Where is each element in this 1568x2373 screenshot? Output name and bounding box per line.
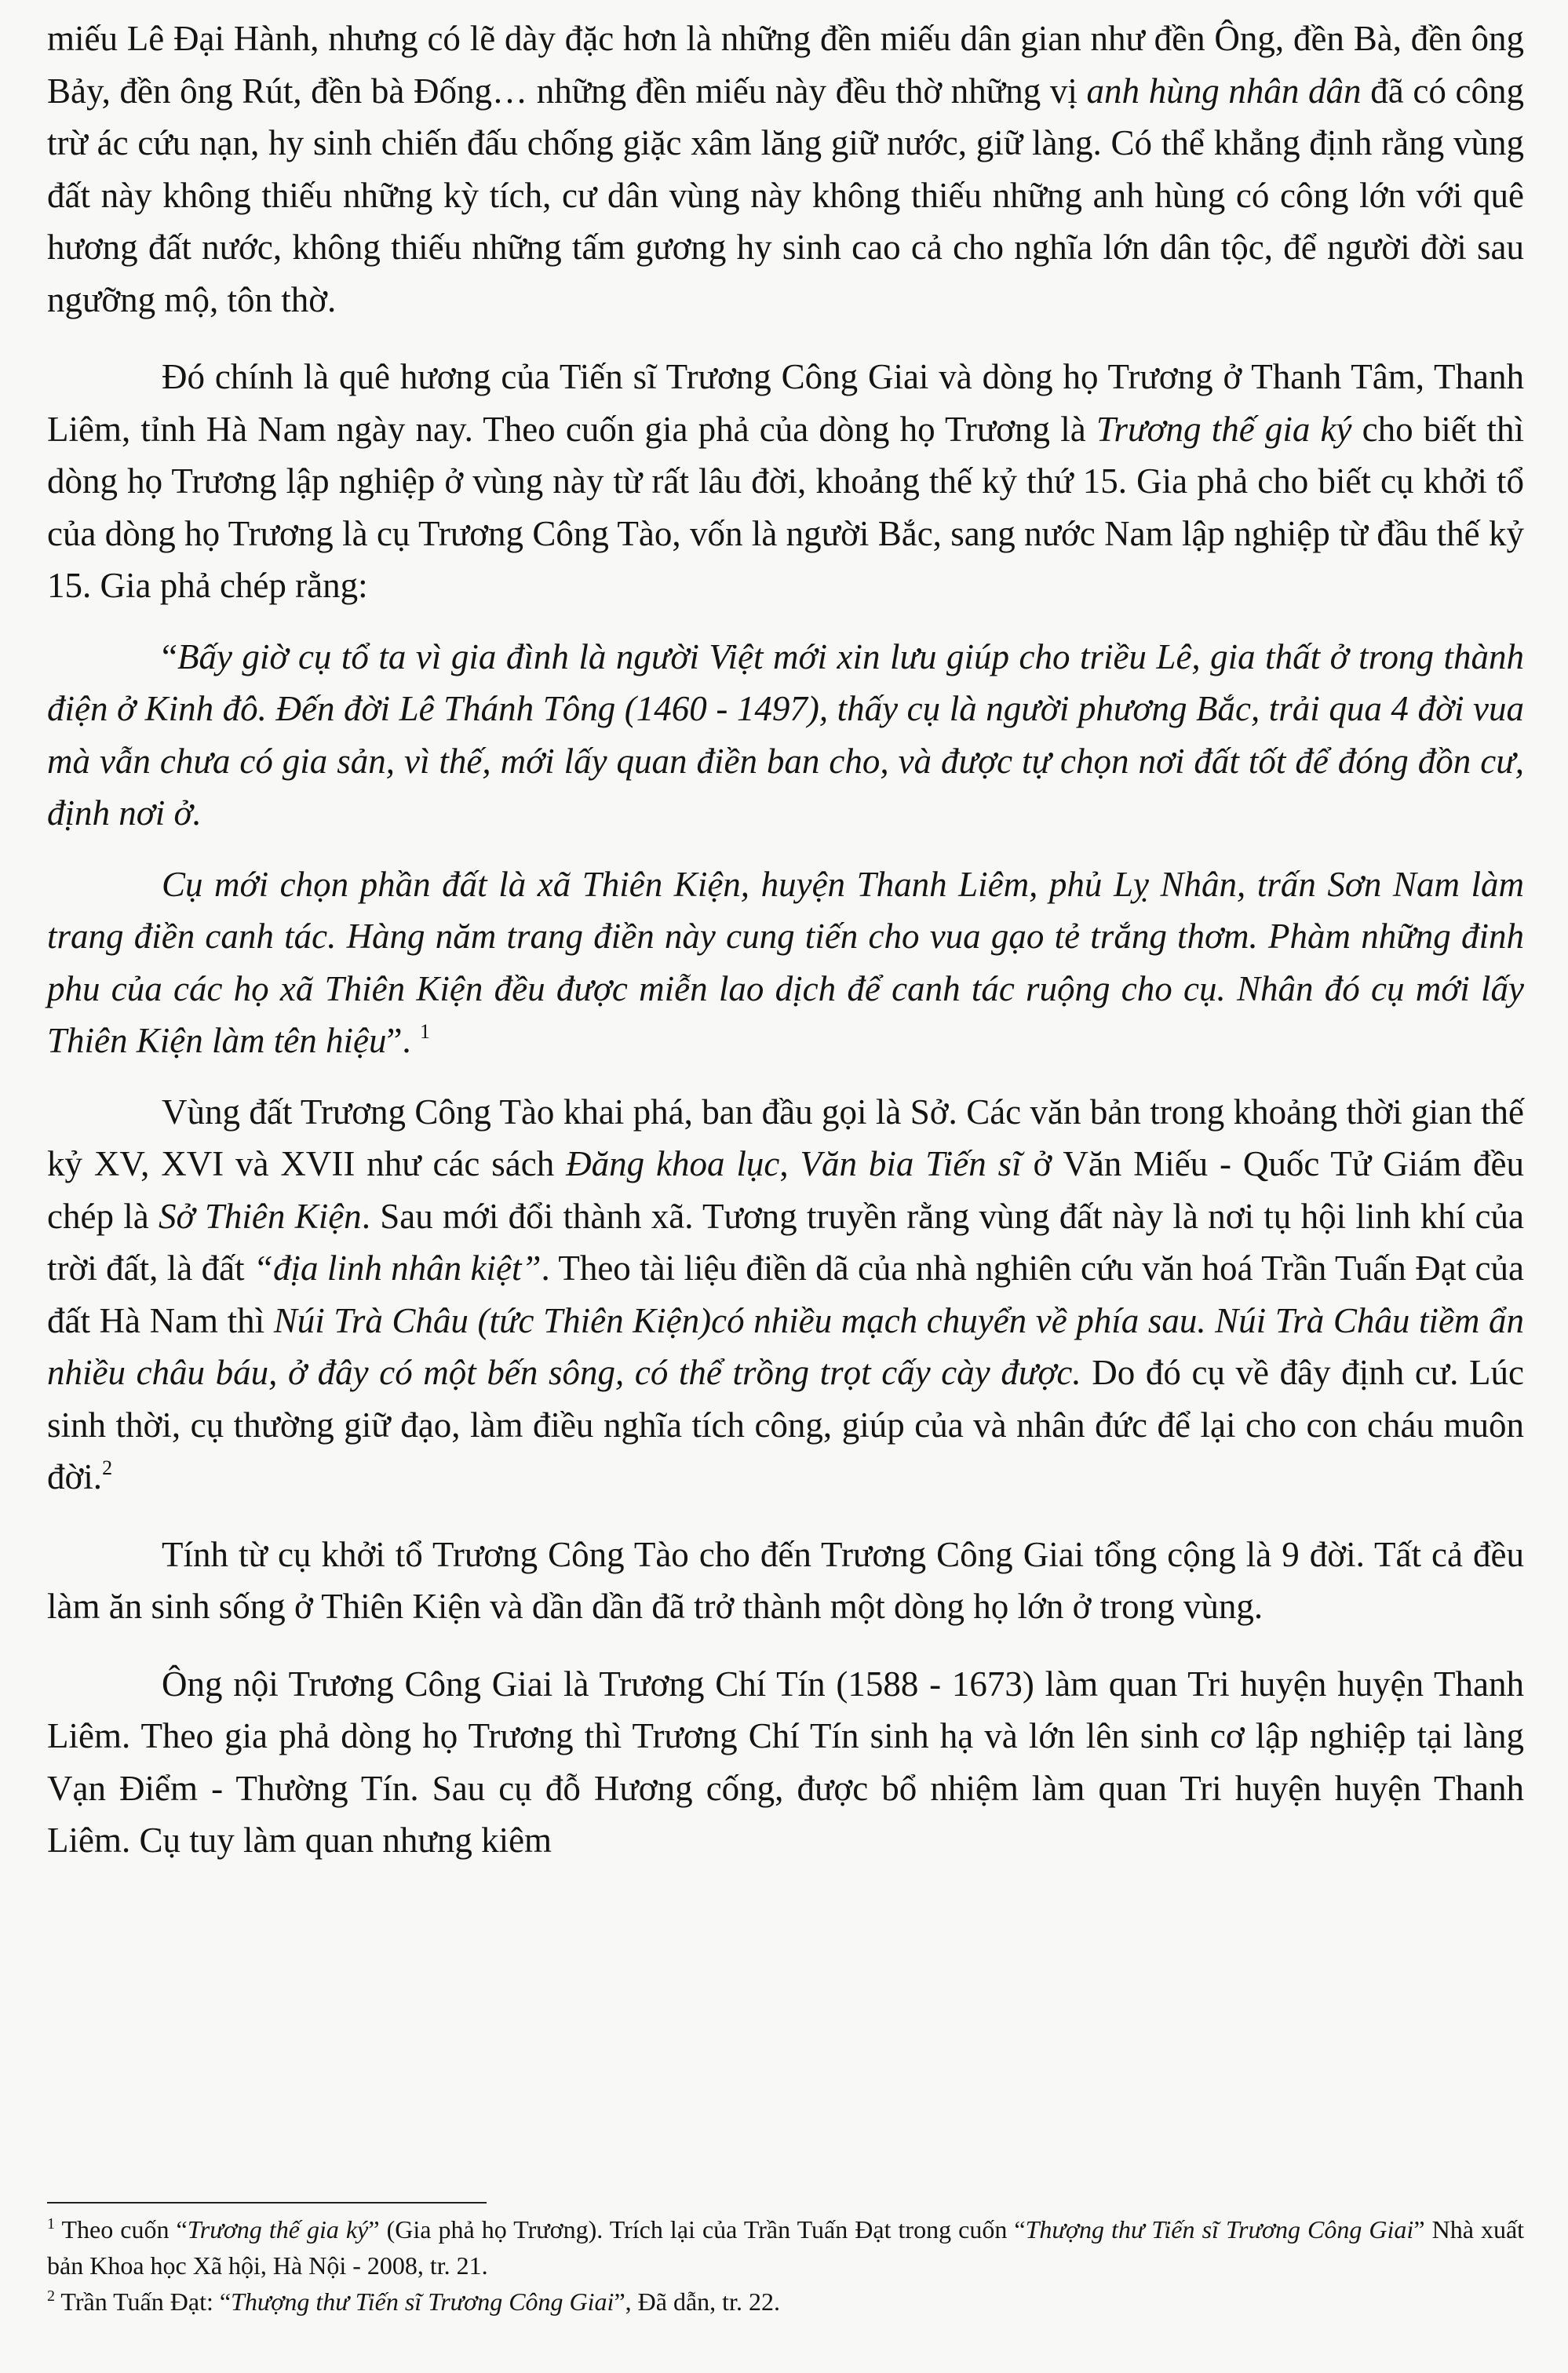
italic-text: Thượng thư Tiến sĩ Trương Công Giai <box>231 2287 614 2316</box>
paragraph <box>47 1529 1524 1633</box>
italic-text: Núi Trà Châu (tức Thiên Kiện)có nhiều mạch chuyển về phía sau. Núi Trà Châu tiềm ẩn nhiều châu báu, ở đây có một bến sông, có thể trồng trọt cấy cày được. <box>47 1300 1524 1392</box>
text-run: Đó chính là quê hương của Tiến sĩ Trương Công Giai và dòng họ Trương ở Thanh Tâm, Thanh Liêm, tỉnh Hà Nam ngày nay. Theo cuốn gia phả của dòng họ Trương là <box>47 357 1524 449</box>
footnote-marker: 1 <box>419 1020 430 1043</box>
italic-text: “địa linh nhân kiệt” <box>253 1248 542 1288</box>
paragraph <box>47 351 1524 612</box>
text-run: “ <box>162 636 177 676</box>
text-run: ” Nhà xuất bản Khoa học Xã hội, Hà Nội - 2008, tr. 21. <box>47 2215 1525 2280</box>
text-run: Theo cuốn “ <box>55 2215 188 2244</box>
text-run: đã có công trừ ác cứu nạn, hy sinh chiến đấu chống giặc xâm lăng giữ nước, giữ làng. Có thể khẳng định rằng vùng đất này không thiếu những kỳ tích, cư dân vùng này không thiếu những anh hùng có công lớn với quê hương đất nước, không thiếu những tấm gương hy sinh cao cả cho nghĩa lớn dân tộc, để người đời sau ngưỡng mộ, tôn thờ. <box>47 71 1524 319</box>
footnote-separator <box>47 2202 487 2204</box>
text-run: . Theo tài liệu điền dã của nhà nghiên cứu văn hoá Trần Tuấn Đạt của đất Hà Nam thì <box>47 1248 1525 1340</box>
italic-text: Trương thế gia ký <box>187 2215 369 2244</box>
text-run: ở Văn Miếu - Quốc Tử Giám đều chép là <box>47 1144 1525 1236</box>
paragraph <box>47 1086 1524 1504</box>
paragraph <box>47 13 1524 326</box>
text-run: ”. <box>386 1021 420 1060</box>
footnote <box>47 2211 1524 2284</box>
text-run: Do đó cụ về đây định cư. Lúc sinh thời, cụ thường giữ đạo, làm điều nghĩa tích công, giúp của và nhân đức để lại cho con cháu muôn đời. <box>47 1353 1524 1496</box>
body-text <box>47 13 1524 1867</box>
footnotes <box>47 2211 1524 2320</box>
italic-text: Sở Thiên Kiện <box>159 1196 362 1236</box>
text-run: , <box>779 1144 800 1183</box>
text-run: Trần Tuấn Đạt: “ <box>55 2287 232 2316</box>
text-run: miếu Lê Đại Hành, nhưng có lẽ dày đặc hơn là những đền miếu dân gian như đền Ông, đền Bà, đền ông Bảy, đền ông Rút, đền bà Đống… những đền miếu này đều thờ những vị <box>47 19 1524 111</box>
footnote <box>47 2284 1524 2320</box>
text-run: Vùng đất Trương Công Tào khai phá, ban đầu gọi là Sở. Các văn bản trong khoảng thời gian thế kỷ XV, XVI và XVII như các sách <box>47 1092 1524 1183</box>
paragraph <box>47 631 1524 840</box>
italic-text: anh hùng nhân dân <box>1086 71 1362 111</box>
paragraph <box>47 1658 1524 1867</box>
text-run: Tính từ cụ khởi tổ Trương Công Tào cho đến Trương Công Giai tổng cộng là 9 đời. Tất cả đều làm ăn sinh sống ở Thiên Kiện và dần dần đã trở thành một dòng họ lớn ở trong vùng. <box>47 1534 1524 1626</box>
footnote-marker: 1 <box>47 2215 55 2233</box>
italic-text: Cụ mới chọn phần đất là xã Thiên Kiện, huyện Thanh Liêm, phủ Lỵ Nhân, trấn Sơn Nam làm trang điền canh tác. Hàng năm trang điền này cung tiến cho vua gạo tẻ trắng thơm. Phàm những đinh phu của các họ xã Thiên Kiện đều được miễn lao dịch để canh tác ruộng cho cụ. Nhân đó cụ mới lấy Thiên Kiện làm tên hiệu <box>47 864 1524 1060</box>
italic-text: Văn bia Tiến sĩ <box>800 1144 1022 1183</box>
text-run: Ông nội Trương Công Giai là Trương Chí Tín (1588 - 1673) làm quan Tri huyện huyện Thanh Liêm. Theo gia phả dòng họ Trương thì Trương Chí Tín sinh hạ và lớn lên sinh cơ lập nghiệp tại làng Vạn Điểm - Thường Tín. Sau cụ đỗ Hương cống, được bổ nhiệm làm quan Tri huyện huyện Thanh Liêm. Cụ tuy làm quan nhưng kiêm <box>47 1664 1524 1860</box>
paragraph <box>47 858 1524 1067</box>
footnote-marker: 2 <box>47 2287 55 2305</box>
italic-text: Bấy giờ cụ tổ ta vì gia đình là người Việt mới xin lưu giúp cho triều Lê, gia thất ở trong thành điện ở Kinh đô. Đến đời Lê Thánh Tông (1460 - 1497), thấy cụ là người phương Bắc, trải qua 4 đời vua mà vẫn chưa có gia sản, vì thế, mới lấy quan điền ban cho, và được tự chọn nơi đất tốt để đóng đồn cư, định nơi ở. <box>47 636 1524 833</box>
text-run: ”, Đã dẫn, tr. 22. <box>614 2287 780 2316</box>
italic-text: Trương thế gia ký <box>1096 409 1352 449</box>
footnote-marker: 2 <box>102 1456 113 1479</box>
text-run: cho biết thì dòng họ Trương lập nghiệp ở vùng này từ rất lâu đời, khoảng thế kỷ thứ 15. Gia phả cho biết cụ khởi tổ của dòng họ Trương là cụ Trương Công Tào, vốn là người Bắc, sang nước Nam lập nghiệp từ đầu thế kỷ 15. Gia phả chép rằng: <box>47 409 1524 605</box>
text-run: . Sau mới đổi thành xã. Tương truyền rằng vùng đất này là nơi tụ hội linh khí của trời đất, là đất <box>47 1196 1525 1288</box>
italic-text: Đăng khoa lục <box>566 1144 780 1183</box>
italic-text: Thượng thư Tiến sĩ Trương Công Giai <box>1025 2215 1414 2244</box>
text-run: ” (Gia phả họ Trương). Trích lại của Trần Tuấn Đạt trong cuốn “ <box>368 2215 1026 2244</box>
